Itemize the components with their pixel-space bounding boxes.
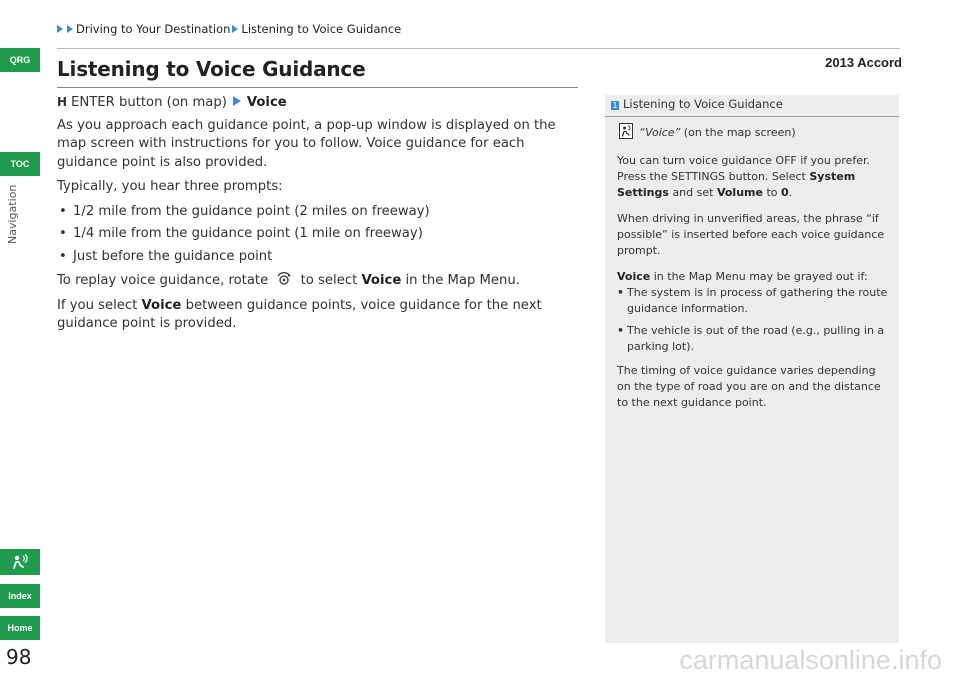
breadcrumb-item[interactable]: Driving to Your Destination xyxy=(76,22,231,36)
select-voice-term: Voice xyxy=(141,297,182,313)
list-item: • 1/2 mile from the guidance point (2 miles on freeway) xyxy=(57,203,582,222)
replay-text: in the Map Menu. xyxy=(405,273,520,288)
model-label: 2013 Accord xyxy=(825,55,902,70)
path-arrow-icon xyxy=(233,96,241,106)
tab-toc[interactable]: TOC xyxy=(0,152,40,176)
breadcrumb-arrow-icon xyxy=(67,25,73,33)
tab-index[interactable]: Index xyxy=(0,584,40,608)
watermark: carmanualsonline.info xyxy=(679,645,942,675)
replay-text: to select xyxy=(300,273,358,288)
note-panel xyxy=(605,95,899,643)
voice-command-icon xyxy=(11,553,29,571)
voice-tip-quote: “Voice” xyxy=(639,126,681,139)
note-title: Listening to Voice Guidance xyxy=(623,97,783,111)
page-number: 98 xyxy=(6,645,32,669)
note-body xyxy=(605,117,899,411)
voice-tip xyxy=(617,123,889,141)
select-text: If you select xyxy=(57,297,138,313)
breadcrumb-item[interactable]: Listening to Voice Guidance xyxy=(241,22,402,36)
menu-path xyxy=(57,93,582,113)
h-button-icon: H xyxy=(57,95,68,109)
voice-tip-suffix: (on the map screen) xyxy=(683,126,796,139)
page-title: Listening to Voice Guidance xyxy=(57,57,366,81)
off-tip: You can turn voice guidance OFF if you prefer. Press the SETTINGS button. Select System Settings and set Volume to 0. xyxy=(617,154,871,199)
voice-command-icon xyxy=(619,123,633,139)
timing-note: The timing of voice guidance varies depending on the type of road you are on and the distance to the next guidance point. xyxy=(617,364,881,409)
breadcrumb xyxy=(57,22,401,36)
tab-qrg[interactable]: QRG xyxy=(0,48,40,72)
replay-paragraph xyxy=(57,271,582,291)
list-item: • 1/4 mile from the guidance point (1 mile on freeway) xyxy=(57,225,582,244)
unverified-note: When driving in unverified areas, the phrase “if possible” is inserted before each voice guidance prompt. xyxy=(617,212,885,257)
main-content xyxy=(57,93,582,340)
list-item: • Just before the guidance point xyxy=(57,248,582,267)
prompts-intro: Typically, you hear three prompts: xyxy=(57,179,283,194)
title-rule xyxy=(57,87,578,88)
prompts-list xyxy=(57,203,582,267)
interface-dial-icon xyxy=(276,271,292,287)
breadcrumb-arrow-icon xyxy=(57,25,63,33)
menu-path-target: Voice xyxy=(246,95,287,110)
grayed-reasons-list xyxy=(617,285,889,355)
menu-path-prefix: ENTER button (on map) xyxy=(71,95,227,110)
note-header xyxy=(605,95,899,117)
section-label: Navigation xyxy=(6,184,19,244)
intro-paragraph: As you approach each guidance point, a pop-up window is displayed on the map screen with instructions for you to follow. Voice guidance for each guidance point is also provided. xyxy=(57,117,556,170)
list-item: • The vehicle is out of the road (e.g., pulling in a parking lot). xyxy=(617,323,889,355)
list-item: • The system is in process of gathering the route guidance information. xyxy=(617,285,889,317)
grayed-note: Voice in the Map Menu may be grayed out if: xyxy=(617,270,868,283)
header-rule xyxy=(57,48,900,49)
select-text: between guidance points, voice guidance for the next guidance point is provided. xyxy=(57,297,542,331)
tab-home[interactable]: Home xyxy=(0,616,40,640)
tab-voice-command[interactable] xyxy=(0,549,40,575)
replay-text: To replay voice guidance, rotate xyxy=(57,273,269,288)
note-number-badge: 1 xyxy=(612,101,618,110)
replay-voice-term: Voice xyxy=(361,273,402,288)
breadcrumb-arrow-icon xyxy=(232,25,238,33)
select-paragraph xyxy=(57,297,582,334)
